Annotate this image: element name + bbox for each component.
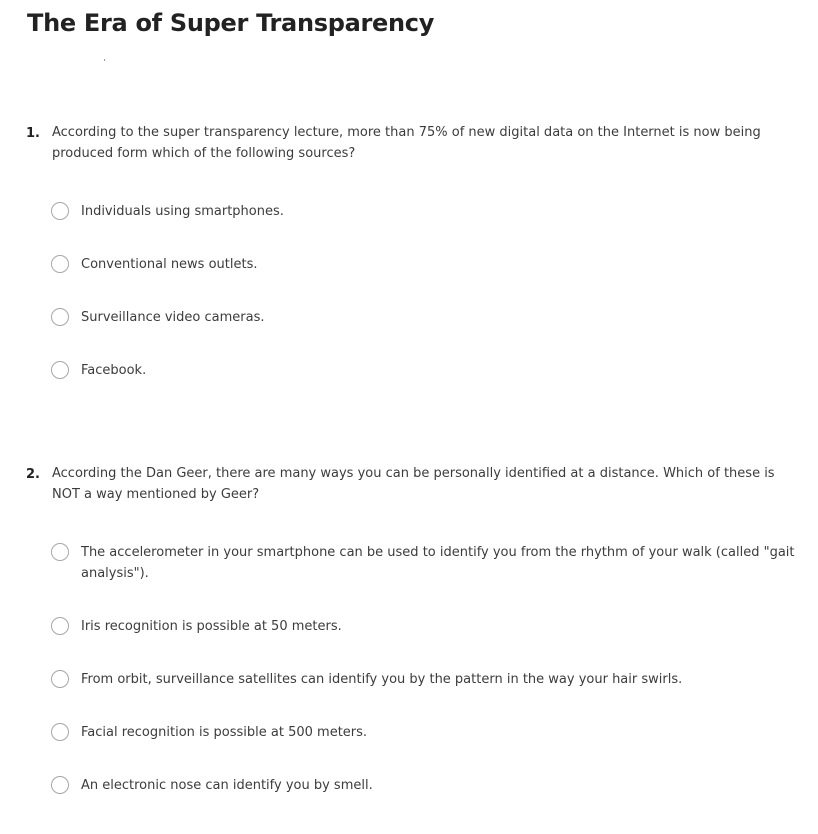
radio-button[interactable] (51, 308, 69, 326)
answer-option-2e[interactable] (50, 775, 810, 797)
radio-button[interactable] (51, 543, 69, 561)
radio-button[interactable] (51, 202, 69, 220)
option-label[interactable]: An electronic nose can identify you by smell. (81, 778, 373, 793)
radio-button[interactable] (51, 255, 69, 273)
option-label[interactable]: The accelerometer in your smartphone can be used to identify you from the rhythm of your walk (called "gait analysis"). (81, 545, 795, 581)
option-label[interactable]: Iris recognition is possible at 50 meters. (81, 619, 342, 634)
answer-option-2c[interactable] (50, 669, 810, 691)
answer-option-1b[interactable] (50, 254, 810, 276)
question-number: 2. (26, 467, 40, 482)
option-label[interactable]: Surveillance video cameras. (81, 310, 265, 325)
answer-option-1c[interactable] (50, 307, 810, 329)
question-text: According to the super transparency lecture, more than 75% of new digital data on the Internet is now being produced form which of the following sources? (52, 125, 761, 161)
answer-option-2b[interactable] (50, 616, 810, 638)
page-title: The Era of Super Transparency (27, 9, 435, 37)
radio-button[interactable] (51, 723, 69, 741)
radio-button[interactable] (51, 617, 69, 635)
radio-button[interactable] (51, 670, 69, 688)
answer-option-1d[interactable] (50, 360, 810, 382)
answer-option-2a[interactable] (50, 542, 810, 581)
option-label[interactable]: From orbit, surveillance satellites can identify you by the pattern in the way your hair swirls. (81, 672, 683, 687)
option-label[interactable]: Conventional news outlets. (81, 257, 258, 272)
option-label[interactable]: Individuals using smartphones. (81, 204, 284, 219)
option-label[interactable]: Facial recognition is possible at 500 meters. (81, 725, 368, 740)
stray-mark (104, 59, 105, 61)
question-number: 1. (26, 126, 40, 141)
question-text: According the Dan Geer, there are many ways you can be personally identified at a distance. Which of these is NOT a way mentioned by Geer? (52, 466, 775, 502)
option-label[interactable]: Facebook. (81, 363, 147, 378)
radio-button[interactable] (51, 361, 69, 379)
answer-option-1a[interactable] (50, 201, 810, 223)
answer-option-2d[interactable] (50, 722, 810, 744)
radio-button[interactable] (51, 776, 69, 794)
